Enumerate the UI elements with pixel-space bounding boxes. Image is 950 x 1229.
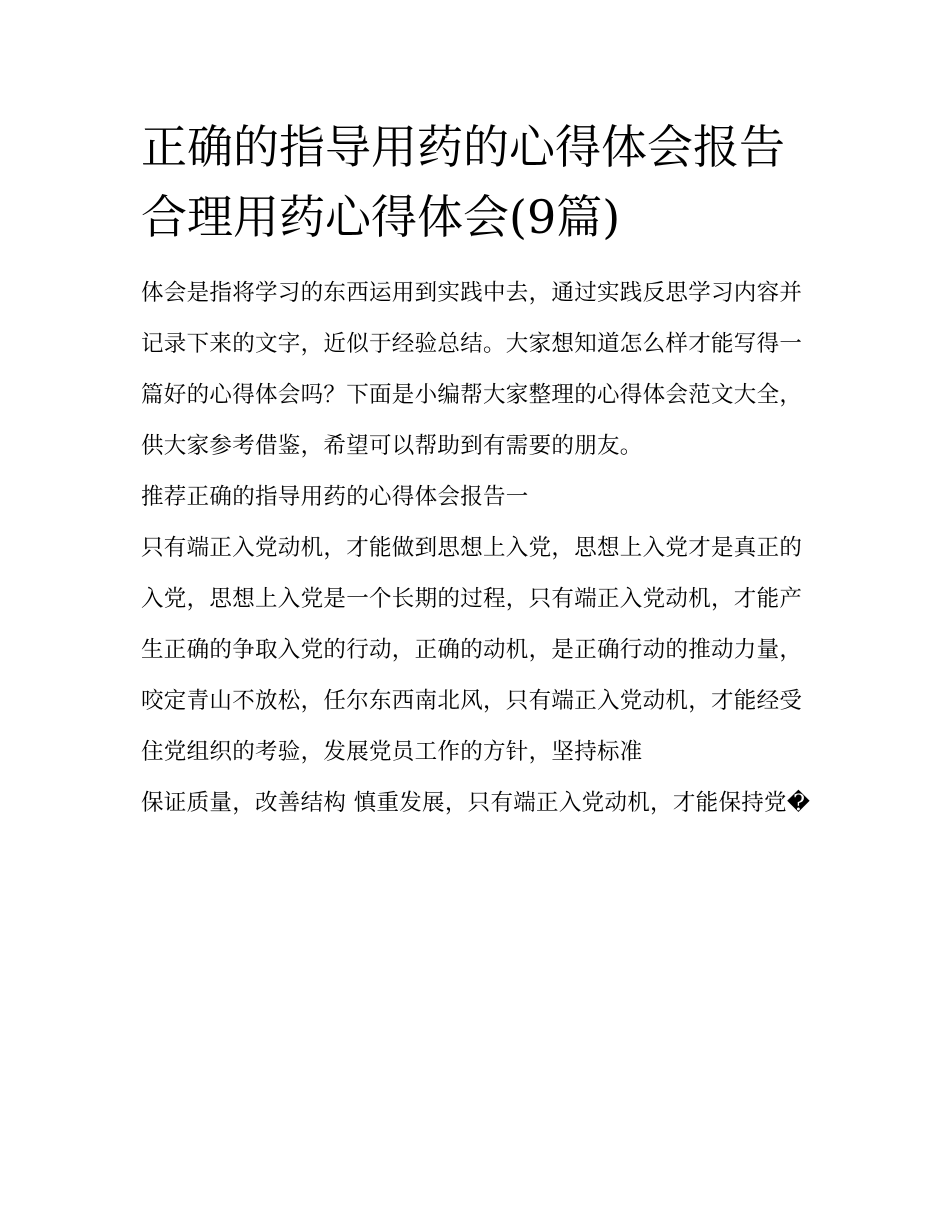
body-paragraph: 保证质量，改善结构 慎重发展，只有端正入党动机，才能保持党� (141, 790, 811, 816)
intro-paragraph: 体会是指将学习的东西运用到实践中去，通过实践反思学习内容并记录下来的文字，近似于经验总结。大家想知道怎么样才能写得一篇好的心得体会吗？下面是小编帮大家整理的心得体会范文大全，供大家参考借鉴，希望可以帮助到有需要的朋友。 (141, 280, 803, 459)
document-title: 正确的指导用药的心得体会报告 合理用药心得体会(9篇) (141, 120, 785, 244)
document-page (141, 112, 813, 829)
body-paragraph: 只有端正入党动机，才能做到思想上入党，思想上入党才是真正的入党，思想上入党是一个长期的过程，只有端正入党动机，才能产生正确的争取入党的行动，正确的动机，是正确行动的推动力量，咬定青山不放松，任尔东西南北风，只有端正入党动机，才能经受住党组织的考验，发展党员工作的方针，坚持标准 (141, 535, 803, 765)
section-heading: 推荐正确的指导用药的心得体会报告一 (141, 484, 529, 510)
